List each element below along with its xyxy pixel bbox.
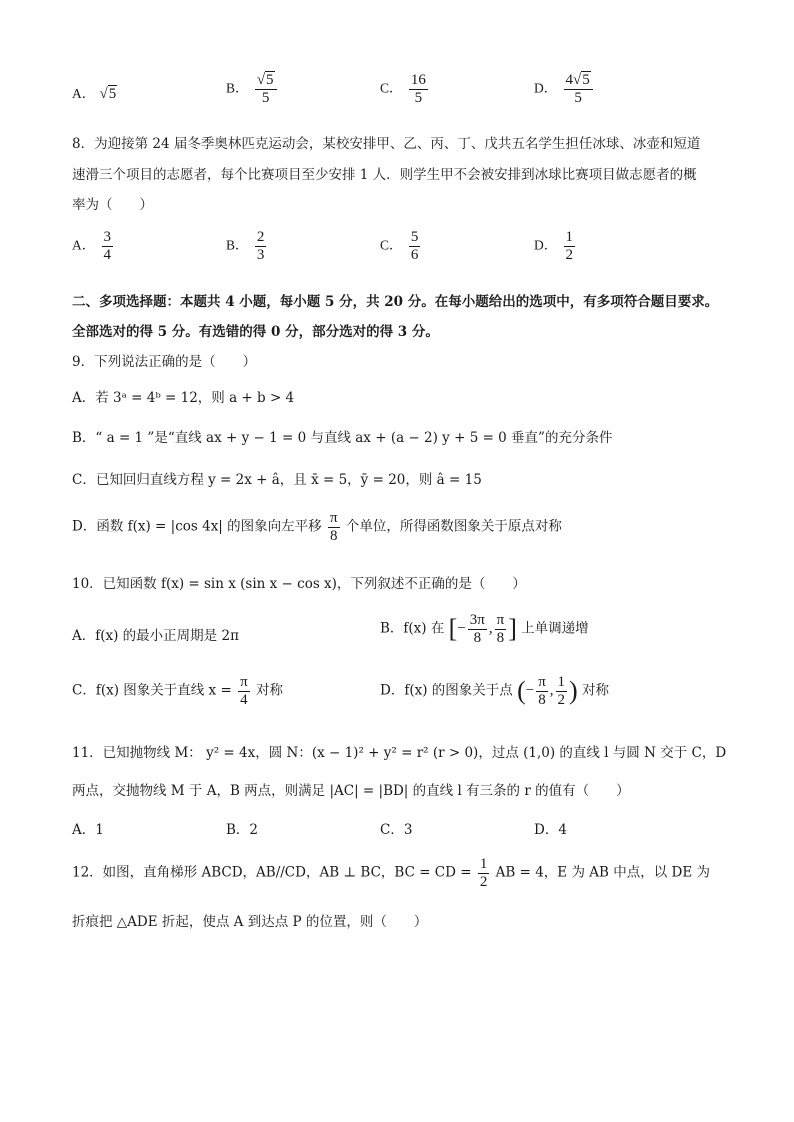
q8-option-c: C． $\frac{5}{6}$	[380, 229, 419, 263]
q9-stem: 9．下列说法正确的是（ ）	[72, 354, 257, 370]
q8-line-3: 率为（ ）	[72, 197, 153, 213]
q9-option-b: B．“ a = 1 ”是“直线 ax + y − 1 = 0 与直线 ax + (a − 2) y + 5 = 0 垂直”的充分条件	[72, 430, 613, 446]
q11-option-d: D．4	[534, 822, 567, 838]
q7-option-c: C． $\frac{16}{5}$	[380, 72, 426, 106]
q10-option-a: A．f(x) 的最小正周期是 2π	[72, 628, 239, 644]
q8-option-a: A． $\frac{3}{4}$	[72, 229, 112, 263]
fraction: $\frac{√5}{5}$	[255, 72, 277, 106]
q9-option-c: C．已知回归直线方程 y = 2x + â，且 x̄ = 5，ȳ = 20，则 â = 15	[72, 472, 482, 488]
q7-option-d: D． $\frac{4√5}{5}$	[534, 72, 595, 106]
q10-stem: 10．已知函数 f(x) = sin x (sin x − cos x)，下列叙述不正确的是（ ）	[72, 576, 526, 592]
q12-line-2: 折痕把 △ADE 折起，使点 A 到达点 P 的位置，则（ ）	[72, 914, 428, 930]
q11-line-2: 两点，交抛物线 M 于 A，B 两点，则满足 |AC| = |BD| 的直线 l 有三条的 r 的值有（ ）	[72, 783, 630, 799]
fraction: $\frac{16}{5}$	[410, 72, 426, 106]
q12-line-1: 12．如图，直角梯形 ABCD，AB//CD，AB ⊥ BC，BC = CD = $\frac{1}{2}$ AB = 4，E 为 AB 中点，以 DE 为	[72, 856, 710, 890]
q10-option-d: D．f(x) 的图象关于点 (− $\frac{\pi}{8}$ , $\frac{1}{2}$ ) 对称	[380, 674, 609, 708]
q7-option-b: B． $\frac{√5}{5}$	[226, 72, 279, 106]
q7-option-a: A． √5	[72, 86, 117, 102]
q8-line-1: 8．为迎接第 24 届冬季奥林匹克运动会，某校安排甲、乙、丙、丁、戊共五名学生担任冰球、冰壶和短道	[72, 136, 701, 152]
q9-option-a: A．若 3ᵃ = 4ᵇ = 12，则 a + b > 4	[72, 390, 295, 406]
q11-line-1: 11．已知抛物线 M： y² = 4x，圆 N：(x − 1)² + y² = r² (r > 0)，过点 (1,0) 的直线 l 与圆 N 交于 C，D	[72, 745, 727, 761]
q10-option-c: C．f(x) 图象关于直线 x = $\frac{\pi}{4}$ 对称	[72, 674, 283, 708]
q11-option-b: B．2	[226, 822, 259, 838]
q8-line-2: 速滑三个项目的志愿者，每个比赛项目至少安排 1 人．则学生甲不会被安排到冰球比赛项目做志愿者的概	[72, 167, 697, 183]
q11-option-a: A．1	[72, 822, 104, 838]
fraction: $\frac{4√5}{5}$	[564, 72, 593, 106]
q9-option-d: D．函数 f(x) = |cos 4x| 的图象向左平移 $\frac{\pi}{8}$ 个单位，所得函数图象关于原点对称	[72, 510, 562, 544]
sqrt: √5	[99, 86, 117, 102]
q8-option-b: B． $\frac{2}{3}$	[226, 229, 265, 263]
q10-option-b: B．f(x) 在 [− $\frac{3\pi}{8}$ , $\frac{\pi}{8}$ ] 上单调递增	[380, 612, 589, 646]
section-2-heading-line-1: 二、多项选择题：本题共 4 小题，每小题 5 分，共 20 分。在每小题给出的选项中，有多项符合题目要求。	[72, 294, 719, 310]
q11-option-c: C．3	[380, 822, 413, 838]
q8-option-d: D． $\frac{1}{2}$	[534, 229, 574, 263]
section-2-heading-line-2: 全部选对的得 5 分。有选错的得 0 分，部分选对的得 3 分。	[72, 324, 439, 340]
